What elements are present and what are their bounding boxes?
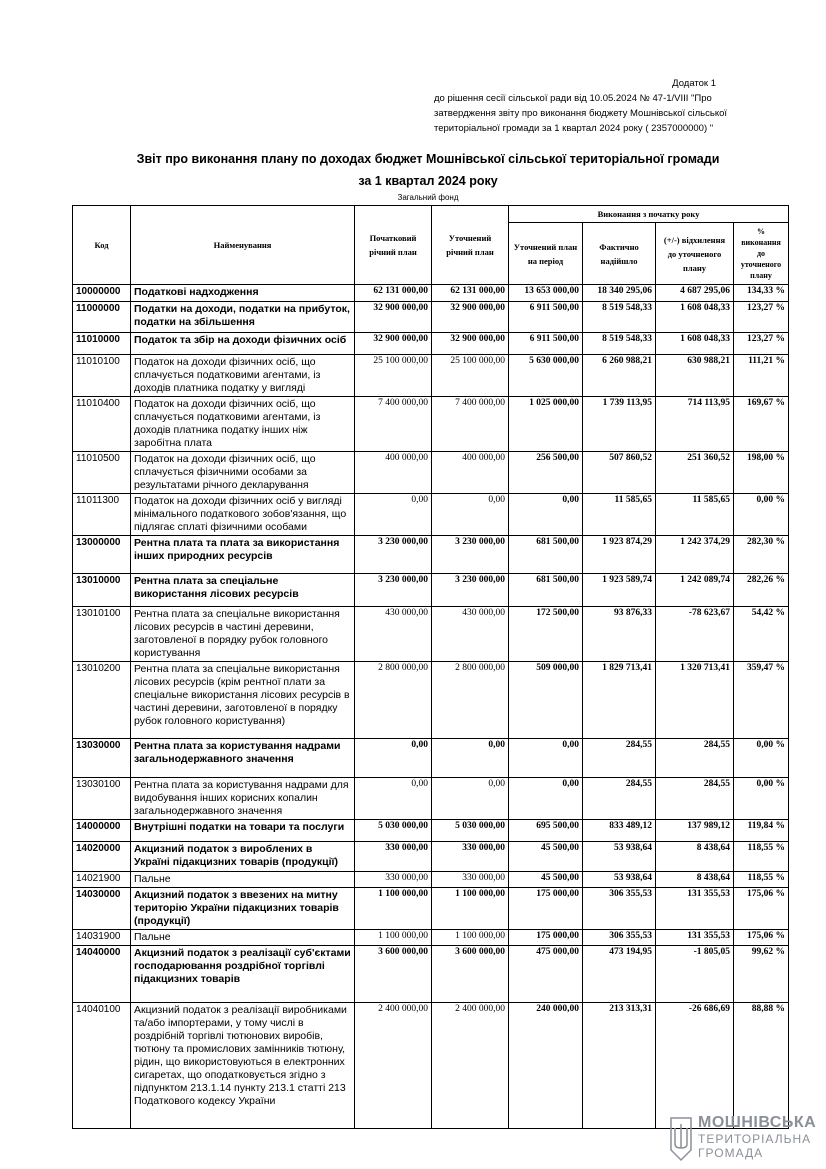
- table-row: [73, 778, 789, 820]
- row-initial-plan: 430 000,00: [355, 607, 432, 662]
- row-actual: 8 519 548,33: [583, 333, 656, 355]
- row-period-plan: 175 000,00: [509, 888, 583, 930]
- row-deviation: 284,55: [656, 739, 734, 778]
- row-initial-plan: 330 000,00: [355, 842, 432, 872]
- row-actual: 1 829 713,41: [583, 662, 656, 739]
- row-name: Пальне: [131, 872, 355, 888]
- row-name: Акцизний податок з реалізації виробниками та/або імпортерами, у тому числі в роздрібній торгівлі тютюнових виробів, тютюну та промислових замінників тютюну, рідин, що використовуються в електронних сигаретах, що оподатковується згідно з підпунктом 213.1.14 пункту 213.1 статті 213 Податкового кодексу України: [131, 1003, 355, 1129]
- header-percent: % виконання до уточненого плану: [734, 223, 789, 285]
- row-deviation: 1 608 048,33: [656, 333, 734, 355]
- row-code: 10000000: [73, 285, 131, 302]
- table-row: [73, 607, 789, 662]
- row-actual: 11 585,65: [583, 494, 656, 536]
- row-percent: 54,42 %: [734, 607, 789, 662]
- row-code: 14040100: [73, 1003, 131, 1129]
- row-period-plan: 695 500,00: [509, 820, 583, 842]
- logo-line1: МОШНІВСЬКА: [698, 1114, 817, 1131]
- table-row: [73, 739, 789, 778]
- row-actual: 306 355,53: [583, 930, 656, 946]
- row-deviation: 11 585,65: [656, 494, 734, 536]
- fund-label: Загальний фонд: [397, 193, 459, 202]
- row-percent: 0,00 %: [734, 739, 789, 778]
- row-percent: 198,00 %: [734, 452, 789, 494]
- table-row: [73, 397, 789, 452]
- row-initial-plan: 330 000,00: [355, 872, 432, 888]
- row-initial-plan: 2 800 000,00: [355, 662, 432, 739]
- row-code: 14020000: [73, 842, 131, 872]
- table-row: [73, 946, 789, 1003]
- row-percent: 0,00 %: [734, 778, 789, 820]
- row-period-plan: 0,00: [509, 739, 583, 778]
- row-refined-plan: 2 800 000,00: [432, 662, 509, 739]
- row-deviation: 284,55: [656, 778, 734, 820]
- row-deviation: 251 360,52: [656, 452, 734, 494]
- report-period: за 1 квартал 2024 року: [358, 174, 498, 188]
- revenue-table: [72, 205, 789, 1129]
- row-period-plan: 256 500,00: [509, 452, 583, 494]
- row-percent: 282,26 %: [734, 574, 789, 607]
- row-actual: 833 489,12: [583, 820, 656, 842]
- row-refined-plan: 7 400 000,00: [432, 397, 509, 452]
- row-period-plan: 13 653 000,00: [509, 285, 583, 302]
- row-name: Рентна плата за спеціальне використання лісових ресурсів: [131, 574, 355, 607]
- row-deviation: 4 687 295,06: [656, 285, 734, 302]
- row-actual: 284,55: [583, 778, 656, 820]
- row-refined-plan: 400 000,00: [432, 452, 509, 494]
- row-refined-plan: 3 230 000,00: [432, 574, 509, 607]
- community-logo: [668, 1114, 818, 1166]
- row-refined-plan: 62 131 000,00: [432, 285, 509, 302]
- table-row: [73, 452, 789, 494]
- addendum-number: Додаток 1: [672, 78, 716, 89]
- row-percent: 175,06 %: [734, 888, 789, 930]
- row-code: 14030000: [73, 888, 131, 930]
- row-percent: 111,21 %: [734, 355, 789, 397]
- row-actual: 93 876,33: [583, 607, 656, 662]
- table-row: [73, 842, 789, 872]
- row-percent: 118,55 %: [734, 842, 789, 872]
- row-period-plan: 1 025 000,00: [509, 397, 583, 452]
- row-code: 11010100: [73, 355, 131, 397]
- row-percent: 134,33 %: [734, 285, 789, 302]
- table-row: [73, 494, 789, 536]
- row-period-plan: 45 500,00: [509, 872, 583, 888]
- row-code: 13010000: [73, 574, 131, 607]
- row-initial-plan: 7 400 000,00: [355, 397, 432, 452]
- table-row: [73, 872, 789, 888]
- row-actual: 507 860,52: [583, 452, 656, 494]
- row-refined-plan: 1 100 000,00: [432, 930, 509, 946]
- row-percent: 359,47 %: [734, 662, 789, 739]
- row-actual: 8 519 548,33: [583, 302, 656, 333]
- row-initial-plan: 0,00: [355, 494, 432, 536]
- row-actual: 306 355,53: [583, 888, 656, 930]
- row-actual: 18 340 295,06: [583, 285, 656, 302]
- row-deviation: 8 438,64: [656, 872, 734, 888]
- row-code: 11010000: [73, 333, 131, 355]
- row-period-plan: 509 000,00: [509, 662, 583, 739]
- report-title: Звіт про виконання плану по доходах бюджет Мошнівської сільської територіальної громади: [136, 152, 720, 166]
- row-initial-plan: 1 100 000,00: [355, 888, 432, 930]
- row-period-plan: 240 000,00: [509, 1003, 583, 1129]
- row-code: 14021900: [73, 872, 131, 888]
- row-name: Внутрішні податки на товари та послуги: [131, 820, 355, 842]
- row-code: 13010100: [73, 607, 131, 662]
- row-refined-plan: 2 400 000,00: [432, 1003, 509, 1129]
- row-code: 13030100: [73, 778, 131, 820]
- row-refined-plan: 3 230 000,00: [432, 536, 509, 574]
- row-period-plan: 6 911 500,00: [509, 333, 583, 355]
- row-refined-plan: 330 000,00: [432, 842, 509, 872]
- row-percent: 0,00 %: [734, 494, 789, 536]
- row-code: 11010500: [73, 452, 131, 494]
- header-execution-group: Виконання з початку року: [509, 206, 789, 223]
- row-code: 13010200: [73, 662, 131, 739]
- header-deviation: (+/-) відхилення до уточненого плану: [656, 223, 734, 285]
- header-name: Найменування: [131, 206, 355, 285]
- header-initial-plan: Початковий річний план: [355, 206, 432, 285]
- logo-line3: ГРОМАДА: [698, 1146, 764, 1160]
- row-percent: 119,84 %: [734, 820, 789, 842]
- row-name: Податок на доходи фізичних осіб, що сплачується податковими агентами, із доходів платника податку у вигляді: [131, 355, 355, 397]
- row-deviation: 1 608 048,33: [656, 302, 734, 333]
- table-row: [73, 888, 789, 930]
- row-refined-plan: 3 600 000,00: [432, 946, 509, 1003]
- row-actual: 6 260 988,21: [583, 355, 656, 397]
- row-actual: 1 923 589,74: [583, 574, 656, 607]
- row-actual: 53 938,64: [583, 872, 656, 888]
- row-period-plan: 6 911 500,00: [509, 302, 583, 333]
- table-row: [73, 820, 789, 842]
- row-initial-plan: 2 400 000,00: [355, 1003, 432, 1129]
- row-actual: 1 739 113,95: [583, 397, 656, 452]
- row-name: Рентна плата за спеціальне використання лісових ресурсів (крім рентної плати за спеціальне використання лісових ресурсів в частині деревини, заготовленої в порядку рубок головного користування): [131, 662, 355, 739]
- row-actual: 213 313,31: [583, 1003, 656, 1129]
- row-actual: 473 194,95: [583, 946, 656, 1003]
- row-deviation: -26 686,69: [656, 1003, 734, 1129]
- row-period-plan: 175 000,00: [509, 930, 583, 946]
- row-name: Податок на доходи фізичних осіб у вигляді мінімального податкового зобов'язання, що підлягає сплаті фізичними особами: [131, 494, 355, 536]
- table-row: [73, 355, 789, 397]
- row-period-plan: 172 500,00: [509, 607, 583, 662]
- row-name: Акцизний податок з ввезених на митну територію України підакцизних товарів (продукції): [131, 888, 355, 930]
- row-period-plan: 0,00: [509, 778, 583, 820]
- row-name: Акцизний податок з вироблених в Україні підакцизних товарів (продукції): [131, 842, 355, 872]
- row-name: Акцизний податок з реалізації суб'єктами господарювання роздрібної торгівлі підакцизних товарів: [131, 946, 355, 1003]
- row-initial-plan: 62 131 000,00: [355, 285, 432, 302]
- row-initial-plan: 3 230 000,00: [355, 574, 432, 607]
- row-refined-plan: 25 100 000,00: [432, 355, 509, 397]
- row-name: Податки на доходи, податки на прибуток, податки на збільшення: [131, 302, 355, 333]
- row-period-plan: 0,00: [509, 494, 583, 536]
- row-deviation: 131 355,53: [656, 888, 734, 930]
- row-refined-plan: 0,00: [432, 778, 509, 820]
- row-initial-plan: 0,00: [355, 778, 432, 820]
- row-actual: 284,55: [583, 739, 656, 778]
- trident-emblem-icon: [668, 1116, 694, 1162]
- row-initial-plan: 1 100 000,00: [355, 930, 432, 946]
- row-percent: 88,88 %: [734, 1003, 789, 1129]
- row-actual: 1 923 874,29: [583, 536, 656, 574]
- row-code: 14000000: [73, 820, 131, 842]
- row-deviation: 714 113,95: [656, 397, 734, 452]
- row-code: 11000000: [73, 302, 131, 333]
- header-code: Код: [73, 206, 131, 285]
- row-deviation: -1 805,05: [656, 946, 734, 1003]
- row-initial-plan: 25 100 000,00: [355, 355, 432, 397]
- row-percent: 282,30 %: [734, 536, 789, 574]
- table-row: [73, 930, 789, 946]
- addendum-text: до рішення сесії сільської ради від 10.05.2024 № 47-1/VIII "Про затвердження звіту про виконання бюджету Мошнівської сільської територіальної громади за 1 квартал 2024 року ( 2357000000) ": [434, 93, 728, 134]
- row-initial-plan: 400 000,00: [355, 452, 432, 494]
- logo-line2: ТЕРИТОРІАЛЬНА: [698, 1132, 812, 1146]
- row-name: Рентна плата за користування надрами для видобування інших корисних копалин загальнодержавного значення: [131, 778, 355, 820]
- row-code: 11011300: [73, 494, 131, 536]
- table-body: [73, 285, 789, 1129]
- row-deviation: 1 242 089,74: [656, 574, 734, 607]
- row-initial-plan: 5 030 000,00: [355, 820, 432, 842]
- row-deviation: 137 989,12: [656, 820, 734, 842]
- row-deviation: 1 320 713,41: [656, 662, 734, 739]
- row-initial-plan: 32 900 000,00: [355, 302, 432, 333]
- row-initial-plan: 3 600 000,00: [355, 946, 432, 1003]
- row-refined-plan: 0,00: [432, 494, 509, 536]
- table-row: [73, 662, 789, 739]
- row-deviation: 131 355,53: [656, 930, 734, 946]
- row-actual: 53 938,64: [583, 842, 656, 872]
- header-actual: Фактично надійшло: [583, 223, 656, 285]
- row-deviation: 630 988,21: [656, 355, 734, 397]
- row-percent: 169,67 %: [734, 397, 789, 452]
- row-percent: 123,27 %: [734, 333, 789, 355]
- row-refined-plan: 1 100 000,00: [432, 888, 509, 930]
- row-initial-plan: 0,00: [355, 739, 432, 778]
- row-period-plan: 681 500,00: [509, 536, 583, 574]
- row-code: 13030000: [73, 739, 131, 778]
- row-percent: 175,06 %: [734, 930, 789, 946]
- row-period-plan: 475 000,00: [509, 946, 583, 1003]
- row-percent: 99,62 %: [734, 946, 789, 1003]
- row-refined-plan: 32 900 000,00: [432, 302, 509, 333]
- row-period-plan: 5 630 000,00: [509, 355, 583, 397]
- row-refined-plan: 330 000,00: [432, 872, 509, 888]
- header-period-plan: Уточнений план на період: [509, 223, 583, 285]
- row-deviation: 8 438,64: [656, 842, 734, 872]
- row-name: Податок на доходи фізичних осіб, що сплачується податковими агентами, із доходів платника податку інших ніж заробітна плата: [131, 397, 355, 452]
- row-period-plan: 681 500,00: [509, 574, 583, 607]
- table-row: [73, 1003, 789, 1129]
- row-refined-plan: 32 900 000,00: [432, 333, 509, 355]
- row-percent: 123,27 %: [734, 302, 789, 333]
- row-refined-plan: 430 000,00: [432, 607, 509, 662]
- table-row: [73, 574, 789, 607]
- row-code: 14031900: [73, 930, 131, 946]
- row-name: Рентна плата за спеціальне використання лісових ресурсів в частині деревини, заготовленої в порядку рубок головного користування: [131, 607, 355, 662]
- row-initial-plan: 32 900 000,00: [355, 333, 432, 355]
- row-name: Пальне: [131, 930, 355, 946]
- row-percent: 118,55 %: [734, 872, 789, 888]
- row-initial-plan: 3 230 000,00: [355, 536, 432, 574]
- header-refined-plan: Уточнений річний план: [432, 206, 509, 285]
- row-name: Рентна плата та плата за використання інших природних ресурсів: [131, 536, 355, 574]
- row-deviation: 1 242 374,29: [656, 536, 734, 574]
- table-row: [73, 333, 789, 355]
- row-name: Рентна плата за користування надрами загальнодержавного значення: [131, 739, 355, 778]
- row-refined-plan: 5 030 000,00: [432, 820, 509, 842]
- table-row: [73, 302, 789, 333]
- row-code: 11010400: [73, 397, 131, 452]
- row-name: Податкові надходження: [131, 285, 355, 302]
- row-name: Податок та збір на доходи фізичних осіб: [131, 333, 355, 355]
- addendum-block: [434, 76, 774, 136]
- row-deviation: -78 623,67: [656, 607, 734, 662]
- row-name: Податок на доходи фізичних осіб, що сплачується фізичними особами за результатами річного декларування: [131, 452, 355, 494]
- row-refined-plan: 0,00: [432, 739, 509, 778]
- row-period-plan: 45 500,00: [509, 842, 583, 872]
- row-code: 14040000: [73, 946, 131, 1003]
- table-row: [73, 285, 789, 302]
- row-code: 13000000: [73, 536, 131, 574]
- table-row: [73, 536, 789, 574]
